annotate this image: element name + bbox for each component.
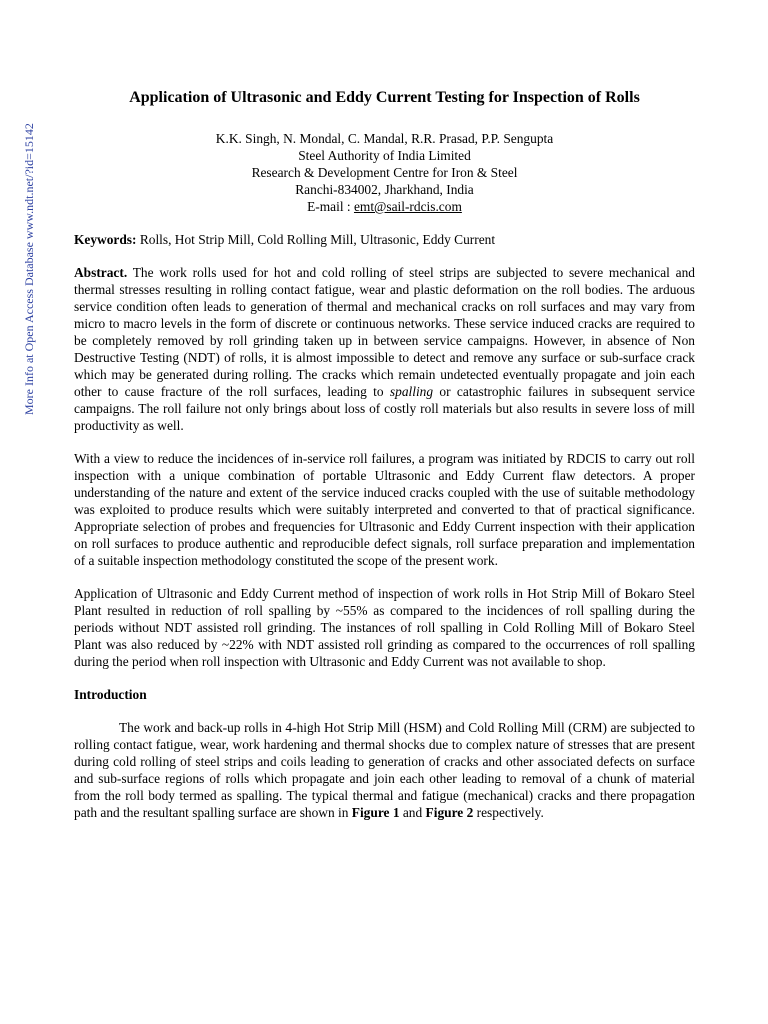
abstract-text-2: or catastrophic failures in subsequent service campaigns. The roll failure not only brings about loss of costly roll materials but also results in severe loss of mill productivity as well. — [74, 384, 695, 433]
intro-and: and — [399, 805, 426, 820]
abstract-text-1: The work rolls used for hot and cold rolling of steel strips are subjected to severe mechanical and thermal stresses resulting in rolling contact fatigue, wear and plastic deformation on the roll bodies. The arduous service condition often leads to generation of thermal and mechanical cracks on roll surfaces and may vary from micro to macro levels in the form of discrete or continuous networks. These service induced cracks are required to be completely removed by roll grinding taken up in between service campaigns. However, in absence of Non Destructive Testing (NDT) of rolls, it is almost impossible to detect and remove any surface or sub-surface crack which may be generated during rolling. The cracks which remain undetected eventually propagate and join each other to cause fracture of the roll surfaces, leading to — [74, 265, 695, 399]
abstract-italic-term: spalling — [389, 384, 434, 399]
keywords-line — [74, 231, 695, 248]
author-department: Research & Development Centre for Iron & Steel — [251, 165, 518, 180]
author-organization: Steel Authority of India Limited — [298, 148, 471, 163]
intro-text-1: The work and back-up rolls in 4-high Hot Strip Mill (HSM) and Cold Rolling Mill (CRM) are subjected to rolling contact fatigue, wear, work hardening and thermal shocks due to complex nature of stresses that are present during cold rolling of steel strips and coils leading to generation of cracks and other associated defects on surface and sub-surface regions of rolls which propagate and join each other leading to removal of a chunk of material from the roll body termed as spalling. The typical thermal and fatigue (mechanical) cracks and there propagation path and the resultant spalling surface are shown in — [74, 720, 695, 820]
email-link[interactable]: emt@sail-rdcis.com — [353, 199, 462, 214]
body-paragraph-2: With a view to reduce the incidences of in-service roll failures, a program was initiated by RDCIS to carry out roll inspection with a unique combination of portable Ultrasonic and Eddy Current flaw detectors. A proper understanding of the nature and extent of the service induced cracks coupled with the use of suitable methodology was exploited to produce results which were suitably interpreted and converted to that of practical significance. Appropriate selection of probes and frequencies for Ultrasonic and Eddy Current inspection with their application on roll surfaces to produce authentic and reproducible defect signals, roll surface preparation and implementation of a suitable inspection methodology constituted the scope of the present work. — [74, 451, 695, 568]
paper-title: Application of Ultrasonic and Eddy Current Testing for Inspection of Rolls — [129, 89, 640, 106]
email-label: E-mail : — [307, 199, 354, 214]
paper-page — [74, 84, 695, 821]
author-address: Ranchi-834002, Jharkhand, India — [295, 182, 474, 197]
section-heading-introduction: Introduction — [74, 687, 147, 702]
abstract-label: Abstract. — [74, 265, 128, 280]
figure-2-ref: Figure 2 — [425, 805, 474, 820]
figure-1-ref: Figure 1 — [351, 805, 400, 820]
author-email-line — [74, 198, 695, 215]
keywords-label: Keywords: — [74, 232, 137, 247]
introduction-paragraph — [74, 719, 695, 821]
abstract-paragraph — [74, 264, 695, 434]
author-names: K.K. Singh, N. Mondal, C. Mandal, R.R. Prasad, P.P. Sengupta — [215, 131, 554, 146]
side-database-link[interactable]: More Info at Open Access Database www.ndt.net/?id=15142 — [22, 123, 36, 415]
intro-text-2: respectively. — [473, 805, 544, 820]
keywords-text: Rolls, Hot Strip Mill, Cold Rolling Mill, Ultrasonic, Eddy Current — [136, 232, 496, 247]
author-block — [74, 130, 695, 215]
body-paragraph-3: Application of Ultrasonic and Eddy Current method of inspection of work rolls in Hot Strip Mill of Bokaro Steel Plant resulted in reduction of roll spalling by ~55% as compared to the incidences of roll spalling during the periods without NDT assisted roll grinding. The instances of roll spalling in Cold Rolling Mill of Bokaro Steel Plant was also reduced by ~22% with NDT assisted roll grinding as compared to the occurrences of roll spalling during the period when roll inspection with Ultrasonic and Eddy Current was not available to shop. — [74, 586, 695, 669]
